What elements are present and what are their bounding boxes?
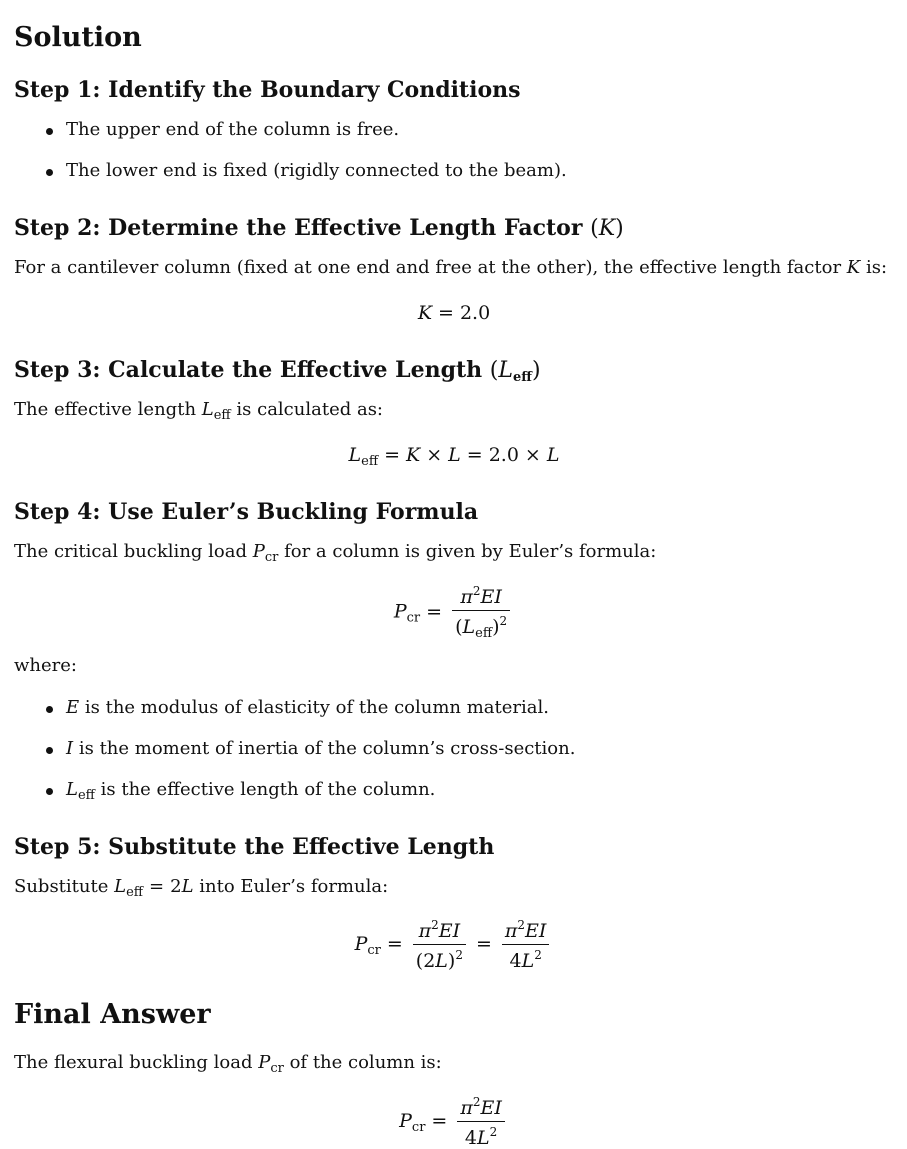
where-label: where: xyxy=(14,655,77,676)
equation-k: K = 2.0 xyxy=(417,302,491,324)
step4-bullet-list xyxy=(14,697,575,803)
step1-bullet-list xyxy=(14,119,567,181)
equation-substituted: $P_{cr}$ = $\frac{\pi^2EI}{(2L)^2}$ = $\frac{\pi^2EI}{4L^2}$ xyxy=(14,918,894,972)
final-text: The flexural buckling load $P_{cr}$ of the column is: xyxy=(14,1052,442,1076)
step4-text: The critical buckling load $P_{cr}$ for a column is given by Euler’s formula: xyxy=(14,541,657,565)
step2-text: For a cantilever column (fixed at one end and free at the other), the effective length factor K is: xyxy=(14,257,888,278)
step5-heading: Step 5: Substitute the Effective Length xyxy=(14,834,495,860)
list-item: I is the moment of inertia of the column’s cross-section. xyxy=(14,738,575,759)
step3-heading-text: Step 3: Calculate the Effective Length xyxy=(14,357,483,383)
step3-heading: Step 3: Calculate the Effective Length (Leff) xyxy=(14,357,541,385)
list-item: The upper end of the column is free. xyxy=(14,119,567,140)
step2-heading: Step 2: Determine the Effective Length Factor (K) xyxy=(14,215,624,241)
equation-euler: $P_{cr}$ = $\frac{\pi^2EI}{(L_{eff})^2}$ xyxy=(14,584,894,641)
step4-heading: Step 4: Use Euler’s Buckling Formula xyxy=(14,499,479,525)
list-item: $L_{eff}$ is the effective length of the column. xyxy=(14,779,575,803)
equation-final-answer: $P_{cr}$ = $\frac{\pi^2EI}{4L^2}$ xyxy=(14,1095,894,1149)
step5-text: Substitute $L_{eff} = 2L$ into Euler’s formula: xyxy=(14,876,389,900)
step2-heading-text: Step 2: Determine the Effective Length Factor xyxy=(14,215,583,241)
step3-text: The effective length $L_{eff}$ is calculated as: xyxy=(14,399,384,423)
page-title: Solution xyxy=(14,22,142,53)
final-answer-heading: Final Answer xyxy=(14,999,211,1030)
equation-effective-length: $L_{eff} = K \times L = 2.0 \times L$ xyxy=(348,444,560,469)
list-item: The lower end is fixed (rigidly connected to the beam). xyxy=(14,160,567,181)
step1-heading: Step 1: Identify the Boundary Conditions xyxy=(14,77,521,103)
step2-heading-symbol: K xyxy=(598,216,616,241)
list-item: E is the modulus of elasticity of the column material. xyxy=(14,697,575,718)
